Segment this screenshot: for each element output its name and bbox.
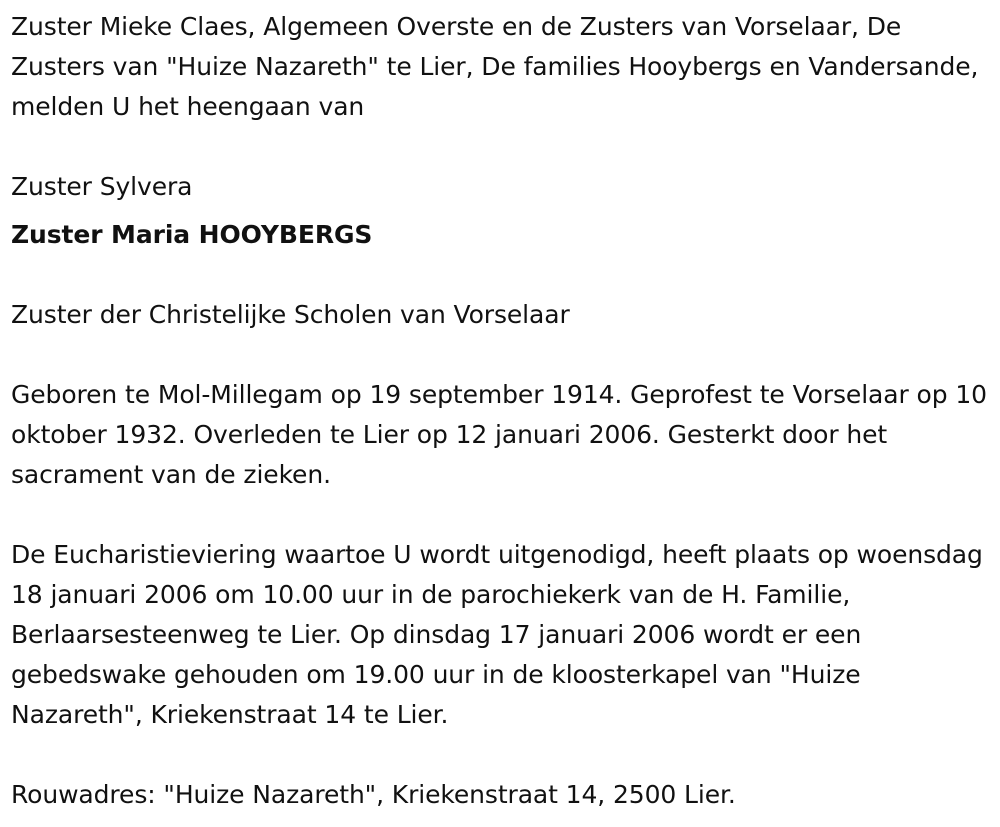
intro-paragraph: Zuster Mieke Claes, Algemeen Overste en de Zusters van Vorselaar, De Zusters van "Huize Nazareth" te Lier, De families Hooybergs en Vandersande, melden U het heengaan van (11, 12, 979, 121)
deceased-name: Zuster Maria HOOYBERGS (11, 220, 373, 249)
death-notice (11, 7, 991, 815)
mourning-address: Rouwadres: "Huize Nazareth", Kriekenstraat 14, 2500 Lier. (11, 780, 736, 809)
biography-paragraph: Geboren te Mol-Millegam op 19 september 1914. Geprofest te Vorselaar op 10 oktober 1932. Overleden te Lier op 12 januari 2006. Gesterkt door het sacrament van de zieken. (11, 380, 987, 489)
religious-name: Zuster Sylvera (11, 172, 193, 201)
ceremony-paragraph: De Eucharistieviering waartoe U wordt uitgenodigd, heeft plaats op woensdag 18 januari 2006 om 10.00 uur in de parochiekerk van de H. Familie, Berlaarsesteenweg te Lier. Op dinsdag 17 januari 2006 wordt er een gebedswake gehouden om 19.00 uur in de kloosterkapel van "Huize Nazareth", Kriekenstraat 14 te Lier. (11, 540, 983, 729)
congregation-line: Zuster der Christelijke Scholen van Vorselaar (11, 300, 570, 329)
